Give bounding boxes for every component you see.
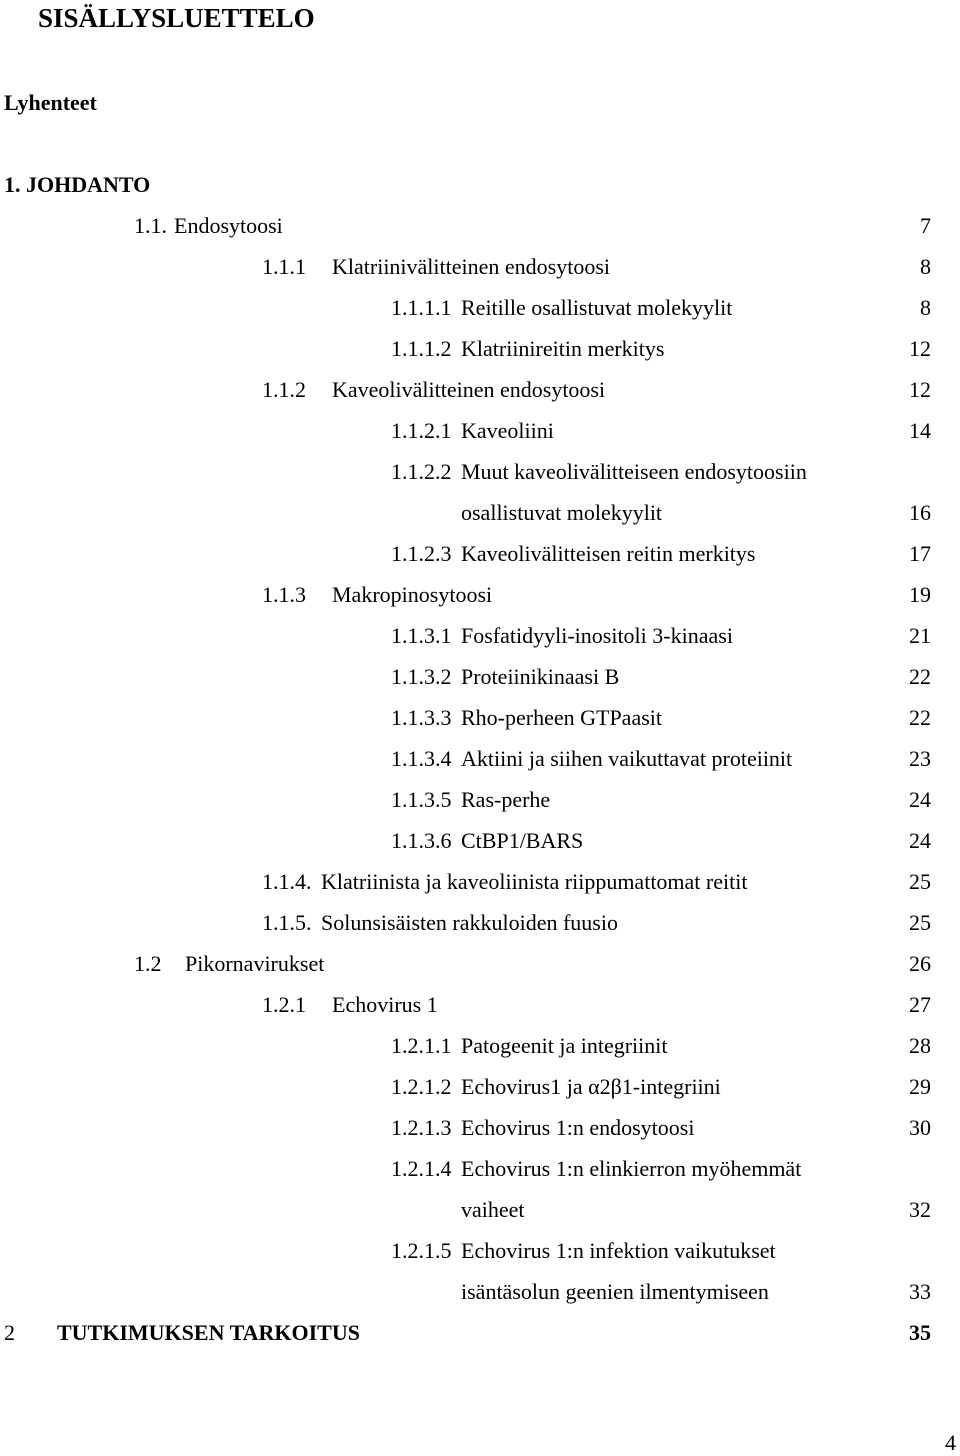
toc-entry-title-continued: osallistuvat molekyylit (461, 500, 663, 525)
toc-entry-title: Kaveoliini (461, 418, 554, 443)
toc-entry-page: 33 (909, 1279, 931, 1304)
toc-entry-number: 1.2.1.3 (391, 1115, 452, 1140)
toc-entry-number: 1.2.1.1 (391, 1033, 452, 1058)
toc-entry-page: 32 (909, 1197, 931, 1222)
toc-entry-number: 1.1.3.2 (391, 664, 452, 689)
toc-entry-number: 1.2.1 (262, 992, 306, 1017)
page-title: SISÄLLYSLUETTELO (38, 3, 315, 33)
toc-entry-page: 21 (909, 623, 931, 648)
toc-entry-number: 1.1.4. (262, 869, 312, 894)
toc-entry-page: 19 (909, 582, 931, 607)
toc-entry-title: Ras-perhe (461, 787, 551, 812)
toc-entry-title: Echovirus 1:n infektion vaikutukset (461, 1238, 776, 1263)
toc-entry-title: Klatriinireitin merkitys (461, 336, 665, 361)
toc-entry-page: 28 (909, 1033, 931, 1058)
toc-entry-page: 7 (920, 213, 931, 238)
toc-entry-page: 35 (909, 1320, 931, 1345)
toc-entry-page: 12 (909, 377, 931, 402)
toc-entry-number: 2 (4, 1320, 15, 1345)
toc-entry-title: Klatriinista ja kaveoliinista riippumattomat reitit (321, 869, 748, 894)
toc-entry-number: 1.1.3.1 (391, 623, 452, 648)
toc-entry-page: 24 (909, 828, 931, 853)
toc-entry-title: Makropinosytoosi (332, 582, 493, 607)
toc-entry-page: 25 (909, 869, 931, 894)
toc-entry-number: 1.1.2.1 (391, 418, 452, 443)
toc-entry-number: 1.1.3.3 (391, 705, 452, 730)
toc-entry-title: Echovirus 1:n elinkierron myöhemmät (461, 1156, 802, 1181)
toc-entry-title-continued: isäntäsolun geenien ilmentymiseen (461, 1279, 769, 1304)
toc-entry-page: 30 (909, 1115, 931, 1140)
toc-entry-number: 1.1.3 (262, 582, 306, 607)
toc-entry-page: 22 (909, 664, 931, 689)
toc-entry-number: 1.1.1.2 (391, 336, 452, 361)
toc-entry-number: 1.1.3.4 (391, 746, 452, 771)
toc-entry-page: 17 (909, 541, 931, 566)
toc-entry-number: 1.2.1.4 (391, 1156, 452, 1181)
toc-entry-number: 1.1.2 (262, 377, 306, 402)
toc-entry-page: 27 (909, 992, 931, 1017)
toc-entry-number: 1.1.1.1 (391, 295, 452, 320)
toc-entry-page: 29 (909, 1074, 931, 1099)
toc-entry-number: 1.1. (134, 213, 167, 238)
toc-entry-page: 14 (909, 418, 931, 443)
toc-entry-title: Echovirus 1 (332, 992, 438, 1017)
toc-entry-title: Reitille osallistuvat molekyylit (461, 295, 733, 320)
toc-entry-title-continued: vaiheet (461, 1197, 525, 1222)
toc-entry-title: CtBP1/BARS (461, 828, 584, 853)
toc-entry-number: 1.1.1 (262, 254, 306, 279)
toc-entry-number: 1.1.5. (262, 910, 312, 935)
toc-entry-title: Klatriinivälitteinen endosytoosi (332, 254, 611, 279)
toc-entry-title: TUTKIMUKSEN TARKOITUS (57, 1320, 360, 1345)
toc-entry-number: 1.1.2.3 (391, 541, 452, 566)
toc-entry-page: 22 (909, 705, 931, 730)
toc-entry-number: 1.1.2.2 (391, 459, 452, 484)
toc-entry-title: Fosfatidyyli-inositoli 3-kinaasi (461, 623, 733, 648)
toc-entry-title: Pikornavirukset (185, 951, 325, 976)
toc-entry-number: 1.2.1.5 (391, 1238, 452, 1263)
toc-entry-title: Aktiini ja siihen vaikuttavat proteiinit (461, 746, 793, 771)
toc-entry-title: Echovirus 1:n endosytoosi (461, 1115, 695, 1140)
toc-entry-title: Patogeenit ja integriinit (461, 1033, 668, 1058)
toc-entry-lyhenteet: Lyhenteet (4, 90, 97, 115)
toc-entry-title: Endosytoosi (174, 213, 283, 238)
toc-entry-page: 16 (909, 500, 931, 525)
toc-entry-number: 1.2 (134, 951, 162, 976)
toc-entry-page: 8 (920, 295, 931, 320)
toc-entry-title: Solunsisäisten rakkuloiden fuusio (321, 910, 618, 935)
toc-entry-page: 24 (909, 787, 931, 812)
toc-entry-page: 12 (909, 336, 931, 361)
toc-entry-title: Kaveolivälitteinen endosytoosi (332, 377, 606, 402)
toc-entry-johdanto: 1. JOHDANTO (4, 172, 151, 197)
toc-entry-title: Proteiinikinaasi B (461, 664, 620, 689)
toc-entry-page: 23 (909, 746, 931, 771)
toc-entry-title: Echovirus1 ja α2β1-integriini (461, 1074, 721, 1099)
toc-entry-number: 1.2.1.2 (391, 1074, 452, 1099)
toc-entry-number: 1.1.3.6 (391, 828, 452, 853)
toc-entry-page: 26 (909, 951, 931, 976)
toc-entry-title: Kaveolivälitteisen reitin merkitys (461, 541, 756, 566)
toc-entry-title: Rho-perheen GTPaasit (461, 705, 662, 730)
toc-entry-page: 8 (920, 254, 931, 279)
toc-entry-page: 25 (909, 910, 931, 935)
page-number: 4 (945, 1430, 956, 1455)
toc-entry-number: 1.1.3.5 (391, 787, 452, 812)
toc-entry-title: Muut kaveolivälitteiseen endosytoosiin (461, 459, 807, 484)
